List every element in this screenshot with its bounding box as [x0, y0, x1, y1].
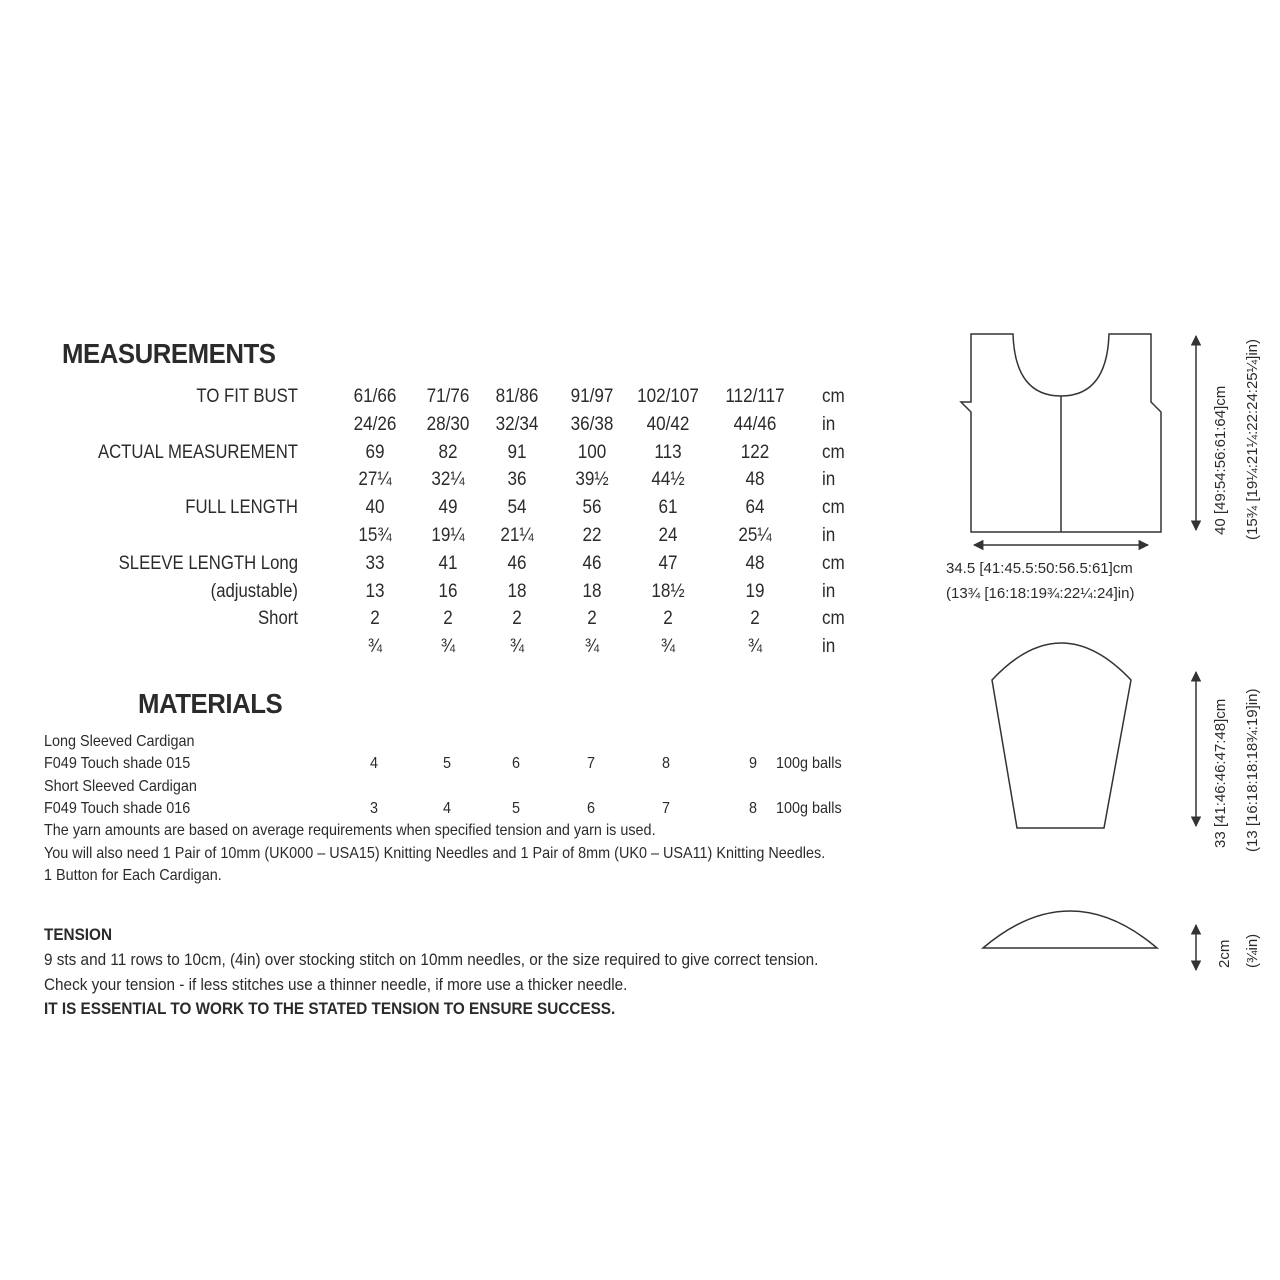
measurement-cell: 40	[365, 497, 385, 519]
measurements-title: MEASUREMENTS	[62, 338, 276, 369]
body-height-cm-label: 40 [49:54:56:61:64]cm	[1212, 385, 1229, 535]
measurement-cell: 47	[658, 552, 678, 574]
tension-line-2: Check your tension - if less stitches use a thinner needle, if more use a thicker needle.	[44, 975, 628, 994]
measurement-cell: 100	[577, 441, 607, 463]
body-schematic	[961, 334, 1161, 532]
body-height-in-label: (15¾ [19¼:21¼:22:24:25¼]in)	[1244, 339, 1261, 540]
measurement-cell: 18	[507, 580, 527, 602]
measurement-cell: 28/30	[426, 413, 470, 435]
measurement-cell: 44½	[651, 469, 685, 491]
measurement-cell: 2	[512, 608, 522, 630]
measurement-cell: 24/26	[353, 413, 397, 435]
measurement-unit: cm	[822, 441, 845, 463]
materials-note-yarn: The yarn amounts are based on average requirements when specified tension and yarn is used.	[44, 822, 656, 839]
measurement-cell: 32¼	[431, 469, 465, 491]
measurement-cell: 25¼	[738, 525, 772, 546]
material-quantity: 4	[442, 800, 452, 817]
measurement-cell: 39½	[575, 469, 609, 491]
measurement-cell: 122	[740, 441, 770, 463]
sleeve-length-in-label: (13 [16:18:18:18¾:19]in)	[1244, 688, 1261, 852]
measurement-cell: ¾	[367, 636, 383, 658]
measurement-cell: 32/34	[495, 413, 539, 435]
measurement-cell: 40/42	[646, 413, 690, 435]
measurement-cell: 44/46	[733, 413, 777, 435]
measurement-cell: 71/76	[426, 386, 470, 407]
measurement-cell: 16	[438, 580, 458, 602]
tension-line-3: IT IS ESSENTIAL TO WORK TO THE STATED TENSION TO ENSURE SUCCESS.	[44, 999, 616, 1018]
material-quantity: 8	[661, 755, 671, 772]
material-quantity: 9	[748, 755, 758, 772]
measurement-cell: 2	[750, 608, 760, 630]
measurement-unit: cm	[822, 497, 845, 519]
measurement-cell: 2	[443, 608, 453, 630]
material-quantity: 4	[369, 755, 379, 772]
measurement-cell: 61	[658, 497, 678, 519]
tension-line-1: 9 sts and 11 rows to 10cm, (4in) over stocking stitch on 10mm needles, or the size required to give correct tension.	[44, 950, 819, 969]
measurement-cell: ¾	[747, 636, 763, 658]
material-quantity: 3	[369, 800, 379, 817]
sleeve-schematic	[992, 643, 1131, 828]
measurement-cell: 22	[582, 525, 602, 546]
material-quantity: 6	[511, 755, 521, 772]
measurement-unit: in	[822, 413, 836, 435]
measurement-cell: ¾	[440, 636, 456, 658]
measurement-row-label: FULL LENGTH	[185, 497, 298, 519]
short-sleeve-in-label: (¾in)	[1244, 933, 1261, 968]
measurement-cell: 69	[365, 441, 385, 463]
long-sleeved-title: Long Sleeved Cardigan	[44, 733, 195, 750]
measurement-row-label: TO FIT BUST	[196, 386, 298, 407]
measurement-unit: cm	[822, 552, 845, 574]
measurement-cell: 19¼	[431, 525, 465, 546]
measurement-cell: 2	[587, 608, 597, 630]
measurement-cell: 36	[507, 469, 527, 491]
measurement-cell: 91/97	[570, 386, 614, 407]
material-quantity: 8	[748, 800, 758, 817]
measurement-cell: ¾	[584, 636, 600, 658]
material-quantity: 5	[511, 800, 521, 817]
measurement-cell: 18	[582, 580, 602, 602]
measurement-cell: 13	[365, 580, 385, 602]
measurement-cell: 61/66	[353, 386, 397, 407]
measurement-cell: 48	[745, 469, 765, 491]
long-sleeved-unit: 100g balls	[776, 755, 842, 772]
measurement-cell: 15¾	[358, 525, 392, 546]
materials-note-needles: You will also need 1 Pair of 10mm (UK000 – USA15) Knitting Needles and 1 Pair of 8mm (UK0 – USA11) Knitting Needles.	[44, 845, 826, 862]
measurement-cell: 82	[438, 441, 458, 463]
measurement-cell: ¾	[509, 636, 525, 658]
material-quantity: 7	[586, 755, 596, 772]
measurement-cell: 41	[438, 552, 458, 574]
short-sleeve-schematic	[983, 911, 1157, 948]
measurement-unit: in	[822, 636, 836, 658]
measurement-cell: 27¼	[358, 469, 392, 491]
measurement-cell: 56	[582, 497, 602, 519]
measurement-cell: 2	[663, 608, 673, 630]
measurement-unit: in	[822, 525, 836, 546]
sleeve-length-cm-label: 33 [41:46:46:47:48]cm	[1212, 698, 1229, 848]
measurement-unit: cm	[822, 608, 845, 630]
measurement-cell: 46	[507, 552, 527, 574]
body-width-in-label: (13¾ [16:18:19¾:22¼:24]in)	[946, 585, 1135, 602]
measurement-cell: 81/86	[495, 386, 539, 407]
body-width-cm-label: 34.5 [41:45.5:50:56.5:61]cm	[946, 560, 1133, 577]
short-sleeved-title: Short Sleeved Cardigan	[44, 778, 197, 795]
measurement-cell: 64	[745, 497, 765, 519]
measurement-cell: 46	[582, 552, 602, 574]
measurement-row-label: ACTUAL MEASUREMENT	[97, 441, 298, 463]
measurement-row-label: Short	[258, 608, 298, 630]
measurement-cell: 18½	[651, 580, 685, 602]
measurement-cell: 48	[745, 552, 765, 574]
materials-title: MATERIALS	[138, 688, 283, 719]
measurement-cell: 54	[507, 497, 527, 519]
material-quantity: 6	[586, 800, 596, 817]
short-sleeved-unit: 100g balls	[776, 800, 842, 817]
measurement-cell: 113	[654, 441, 682, 463]
measurement-unit: in	[822, 469, 836, 491]
measurement-cell: 24	[658, 525, 678, 546]
short-sleeve-cm-label: 2cm	[1216, 939, 1233, 968]
measurement-cell: 112/117	[725, 386, 785, 407]
measurement-cell: 19	[745, 580, 765, 602]
measurement-cell: 2	[370, 608, 380, 630]
measurement-cell: ¾	[660, 636, 676, 658]
measurement-cell: 91	[507, 441, 527, 463]
materials-note-button: 1 Button for Each Cardigan.	[44, 867, 222, 884]
measurement-cell: 21¼	[500, 525, 534, 546]
measurement-cell: 36/38	[570, 413, 614, 435]
measurement-unit: in	[822, 580, 836, 602]
measurement-cell: 33	[365, 552, 385, 574]
measurement-cell: 102/107	[637, 386, 699, 407]
material-quantity: 5	[442, 755, 452, 772]
long-sleeved-yarn: F049 Touch shade 015	[44, 755, 191, 772]
measurement-row-label: (adjustable)	[210, 580, 298, 602]
measurement-unit: cm	[822, 386, 845, 407]
measurement-cell: 49	[438, 497, 458, 519]
tension-title: TENSION	[44, 925, 113, 944]
measurement-row-label: SLEEVE LENGTH Long	[118, 552, 298, 574]
material-quantity: 7	[661, 800, 671, 817]
short-sleeved-yarn: F049 Touch shade 016	[44, 800, 191, 817]
